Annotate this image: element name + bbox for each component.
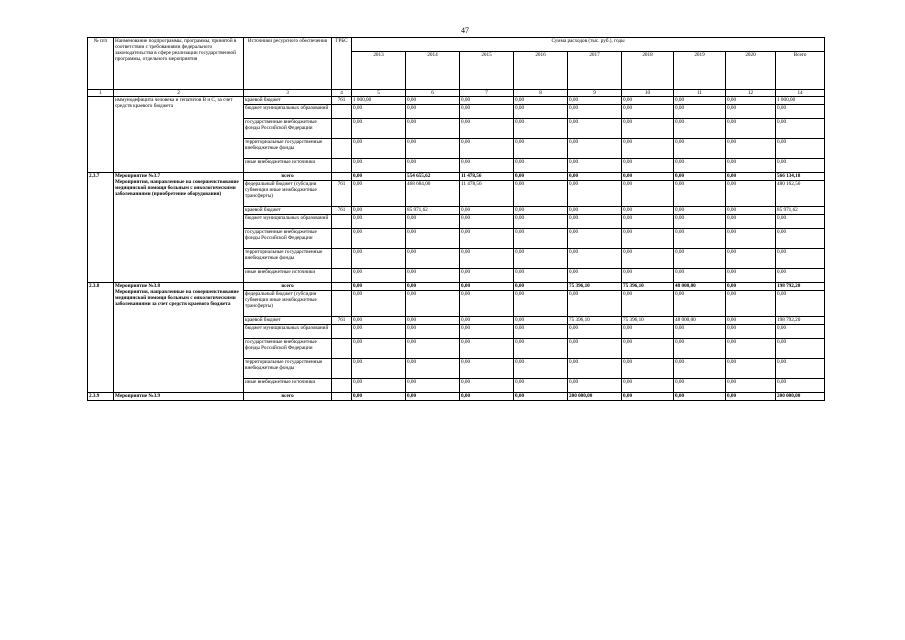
amount-cell: 0,00 xyxy=(514,393,568,401)
amount-cell: 0,00 xyxy=(406,359,460,379)
header-index-cell: 5 xyxy=(352,90,406,97)
amount-cell: 0,00 xyxy=(568,269,622,283)
amount-cell: 0,00 xyxy=(352,215,406,229)
amount-cell: 0,00 xyxy=(674,359,726,379)
budget-table xyxy=(87,37,825,401)
amount-cell: 0,00 xyxy=(622,379,674,393)
amount-cell: 0,00 xyxy=(674,173,726,181)
header-year: 2019 xyxy=(674,52,726,90)
amount-cell: 0,00 xyxy=(568,359,622,379)
amount-cell: 0,00 xyxy=(674,229,726,249)
source-cell: бюджет муниципальных образований xyxy=(244,325,332,339)
source-cell: бюджет муниципальных образований xyxy=(244,215,332,229)
source-cell: территориальные государственные внебюджетные фонды xyxy=(244,359,332,379)
amount-cell: 0,00 xyxy=(352,283,406,291)
amount-cell: 0,00 xyxy=(460,393,514,401)
amount-cell: 75 396,10 xyxy=(568,283,622,291)
header-sum: Сумма расходов (тыс. руб.), годы xyxy=(352,38,825,52)
grbs-cell xyxy=(332,283,352,291)
amount-cell: 0,00 xyxy=(776,339,825,359)
amount-cell: 0,00 xyxy=(406,119,460,139)
amount-cell: 0,00 xyxy=(352,173,406,181)
source-cell: всего xyxy=(244,283,332,291)
row-number: 2.3.9 xyxy=(88,393,114,401)
amount-cell: 0,00 xyxy=(726,105,776,119)
amount-cell: 0,00 xyxy=(514,207,568,215)
amount-cell: 0,00 xyxy=(514,325,568,339)
header-index-cell: 12 xyxy=(726,90,776,97)
source-cell: территориальные государственные внебюджетные фонды xyxy=(244,249,332,269)
amount-cell: 0,00 xyxy=(406,97,460,105)
source-cell: бюджет муниципальных образований xyxy=(244,105,332,119)
amount-cell: 198 792,20 xyxy=(776,317,825,325)
source-cell: государственные внебюджетные фонды Российской Федерации xyxy=(244,119,332,139)
amount-cell: 0,00 xyxy=(674,393,726,401)
amount-cell: 0,00 xyxy=(622,291,674,317)
header-index-cell: 1 xyxy=(88,90,114,97)
program-name: Мероприятие №3.8 Мероприятия, направленные на совершенствование медицинской помощи больным с онкологическими заболеваниями за счет средств краевого бюджета xyxy=(114,283,244,393)
header-year: 2020 xyxy=(726,52,776,90)
amount-cell: 0,00 xyxy=(776,291,825,317)
amount-cell: 0,00 xyxy=(460,215,514,229)
header-index-cell: 10 xyxy=(622,90,674,97)
amount-cell: 0,00 xyxy=(460,317,514,325)
amount-cell: 0,00 xyxy=(674,215,726,229)
amount-cell: 0,00 xyxy=(776,105,825,119)
amount-cell: 468 684,00 xyxy=(406,181,460,207)
amount-cell: 1 000,00 xyxy=(776,97,825,105)
amount-cell: 75 396,10 xyxy=(622,317,674,325)
amount-cell: 0,00 xyxy=(460,249,514,269)
amount-cell: 0,00 xyxy=(514,283,568,291)
source-cell: краевой бюджет xyxy=(244,317,332,325)
header-index-row xyxy=(88,90,825,97)
amount-cell: 0,00 xyxy=(726,379,776,393)
amount-cell: 0,00 xyxy=(568,139,622,159)
amount-cell: 0,00 xyxy=(352,119,406,139)
amount-cell: 0,00 xyxy=(352,339,406,359)
header-index-cell: 4 xyxy=(332,90,352,97)
amount-cell: 0,00 xyxy=(726,317,776,325)
grbs-cell xyxy=(332,139,352,159)
amount-cell: 0,00 xyxy=(514,105,568,119)
amount-cell: 0,00 xyxy=(776,139,825,159)
amount-cell: 0,00 xyxy=(568,181,622,207)
grbs-cell xyxy=(332,359,352,379)
header-year: 2016 xyxy=(514,52,568,90)
amount-cell: 0,00 xyxy=(460,159,514,173)
amount-cell: 0,00 xyxy=(460,339,514,359)
amount-cell: 0,00 xyxy=(352,291,406,317)
amount-cell: 0,00 xyxy=(568,325,622,339)
header-index-cell: 3 xyxy=(244,90,332,97)
amount-cell: 0,00 xyxy=(776,159,825,173)
amount-cell: 0,00 xyxy=(568,215,622,229)
amount-cell: 0,00 xyxy=(674,119,726,139)
amount-cell: 0,00 xyxy=(622,105,674,119)
amount-cell: 480 162,56 xyxy=(776,181,825,207)
program-name: Мероприятие №3.9 xyxy=(114,393,244,401)
header-year: 2013 xyxy=(352,52,406,90)
amount-cell: 0,00 xyxy=(406,393,460,401)
amount-cell: 0,00 xyxy=(622,119,674,139)
amount-cell: 0,00 xyxy=(460,379,514,393)
amount-cell: 0,00 xyxy=(726,269,776,283)
amount-cell: 0,00 xyxy=(514,269,568,283)
amount-cell: 0,00 xyxy=(406,249,460,269)
amount-cell: 0,00 xyxy=(622,339,674,359)
amount-cell: 0,00 xyxy=(776,269,825,283)
amount-cell: 0,00 xyxy=(726,159,776,173)
amount-cell: 0,00 xyxy=(776,119,825,139)
amount-cell: 0,00 xyxy=(568,291,622,317)
amount-cell: 0,00 xyxy=(406,317,460,325)
amount-cell: 0,00 xyxy=(726,181,776,207)
header-year: 2018 xyxy=(622,52,674,90)
amount-cell: 0,00 xyxy=(514,181,568,207)
amount-cell: 0,00 xyxy=(460,207,514,215)
amount-cell: 0,00 xyxy=(726,97,776,105)
amount-cell: 0,00 xyxy=(776,249,825,269)
program-name: Мероприятие №3.7 Мероприятия, направленные на совершенствование медицинской помощи больным с онкологическими заболеваниями (приобретение оборудования) xyxy=(114,173,244,283)
amount-cell: 0,00 xyxy=(460,105,514,119)
amount-cell: 0,00 xyxy=(776,215,825,229)
header-num: № п/п xyxy=(88,38,114,90)
amount-cell: 0,00 xyxy=(674,159,726,173)
amount-cell: 0,00 xyxy=(568,97,622,105)
amount-cell: 0,00 xyxy=(352,393,406,401)
amount-cell: 0,00 xyxy=(406,325,460,339)
amount-cell: 0,00 xyxy=(726,339,776,359)
grbs-cell xyxy=(332,229,352,249)
amount-cell: 0,00 xyxy=(568,207,622,215)
amount-cell: 0,00 xyxy=(726,173,776,181)
grbs-cell xyxy=(332,215,352,229)
amount-cell: 0,00 xyxy=(352,379,406,393)
amount-cell: 0,00 xyxy=(460,139,514,159)
grbs-cell xyxy=(332,269,352,283)
header-year: 2017 xyxy=(568,52,622,90)
amount-cell: 0,00 xyxy=(674,97,726,105)
source-cell: иные внебюджетные источники xyxy=(244,269,332,283)
amount-cell: 0,00 xyxy=(568,173,622,181)
header-index-cell: 9 xyxy=(568,90,622,97)
amount-cell: 200 000,00 xyxy=(776,393,825,401)
amount-cell: 0,00 xyxy=(514,379,568,393)
amount-cell: 0,00 xyxy=(726,393,776,401)
amount-cell: 0,00 xyxy=(568,119,622,139)
amount-cell: 0,00 xyxy=(514,139,568,159)
amount-cell: 0,00 xyxy=(406,269,460,283)
header-source: Источники ресурсного обеспечения xyxy=(244,38,332,90)
amount-cell: 0,00 xyxy=(622,173,674,181)
amount-cell: 0,00 xyxy=(622,97,674,105)
amount-cell: 0,00 xyxy=(674,181,726,207)
amount-cell: 0,00 xyxy=(726,215,776,229)
amount-cell: 0,00 xyxy=(406,229,460,249)
source-cell: краевой бюджет xyxy=(244,97,332,105)
amount-cell: 0,00 xyxy=(674,269,726,283)
amount-cell: 200 000,00 xyxy=(568,393,622,401)
header-year: 2015 xyxy=(460,52,514,90)
grbs-cell: 761 xyxy=(332,181,352,207)
amount-cell: 0,00 xyxy=(568,105,622,119)
source-cell: иные внебюджетные источники xyxy=(244,379,332,393)
amount-cell: 0,00 xyxy=(674,139,726,159)
amount-cell: 0,00 xyxy=(352,229,406,249)
amount-cell: 0,00 xyxy=(406,215,460,229)
header-index-cell: 2 xyxy=(114,90,244,97)
header-year: 2014 xyxy=(406,52,460,90)
grbs-cell: 761 xyxy=(332,97,352,105)
grbs-cell: 761 xyxy=(332,317,352,325)
amount-cell: 0,00 xyxy=(460,359,514,379)
amount-cell: 0,00 xyxy=(406,283,460,291)
amount-cell: 0,00 xyxy=(406,339,460,359)
amount-cell: 0,00 xyxy=(460,97,514,105)
amount-cell: 0,00 xyxy=(514,339,568,359)
amount-cell: 0,00 xyxy=(622,229,674,249)
header-index-cell: 7 xyxy=(460,90,514,97)
amount-cell: 0,00 xyxy=(622,207,674,215)
amount-cell: 0,00 xyxy=(726,229,776,249)
grbs-cell xyxy=(332,119,352,139)
amount-cell: 0,00 xyxy=(406,159,460,173)
grbs-cell xyxy=(332,105,352,119)
program-name: иммунодефицита человека и гепатитов В и С, за счет средств краевого бюджета xyxy=(114,97,244,173)
amount-cell: 0,00 xyxy=(352,207,406,215)
amount-cell: 0,00 xyxy=(568,339,622,359)
amount-cell: 0,00 xyxy=(514,229,568,249)
amount-cell: 0,00 xyxy=(726,359,776,379)
grbs-cell xyxy=(332,291,352,317)
amount-cell: 0,00 xyxy=(726,283,776,291)
amount-cell: 0,00 xyxy=(568,379,622,393)
amount-cell: 0,00 xyxy=(674,207,726,215)
amount-cell: 0,00 xyxy=(776,229,825,249)
table-row xyxy=(88,97,825,105)
amount-cell: 48 000,00 xyxy=(674,283,726,291)
amount-cell: 11 478,56 xyxy=(460,181,514,207)
amount-cell: 0,00 xyxy=(460,325,514,339)
grbs-cell xyxy=(332,339,352,359)
amount-cell: 0,00 xyxy=(726,207,776,215)
amount-cell: 0,00 xyxy=(622,215,674,229)
amount-cell: 1 000,00 xyxy=(352,97,406,105)
amount-cell: 0,00 xyxy=(726,139,776,159)
row-number xyxy=(88,97,114,173)
amount-cell: 0,00 xyxy=(568,229,622,249)
amount-cell: 0,00 xyxy=(622,159,674,173)
source-cell: государственные внебюджетные фонды Российской Федерации xyxy=(244,229,332,249)
amount-cell: 0,00 xyxy=(406,291,460,317)
amount-cell: 0,00 xyxy=(726,325,776,339)
total-row xyxy=(88,173,825,181)
amount-cell: 0,00 xyxy=(352,181,406,207)
source-cell: иные внебюджетные источники xyxy=(244,159,332,173)
amount-cell: 554 655,62 xyxy=(406,173,460,181)
grbs-cell: 761 xyxy=(332,207,352,215)
amount-cell: 0,00 xyxy=(622,269,674,283)
amount-cell: 0,00 xyxy=(514,159,568,173)
amount-cell: 0,00 xyxy=(352,317,406,325)
amount-cell: 48 000,00 xyxy=(674,317,726,325)
amount-cell: 85 971,62 xyxy=(776,207,825,215)
header-row xyxy=(88,38,825,52)
amount-cell: 0,00 xyxy=(622,181,674,207)
amount-cell: 0,00 xyxy=(726,249,776,269)
source-cell: всего xyxy=(244,173,332,181)
grbs-cell xyxy=(332,325,352,339)
grbs-cell xyxy=(332,159,352,173)
amount-cell: 0,00 xyxy=(406,139,460,159)
amount-cell: 0,00 xyxy=(352,269,406,283)
total-row xyxy=(88,393,825,401)
amount-cell: 0,00 xyxy=(352,105,406,119)
amount-cell: 0,00 xyxy=(460,291,514,317)
header-index-cell: 14 xyxy=(776,90,825,97)
amount-cell: 0,00 xyxy=(622,139,674,159)
source-cell: территориальные государственные внебюджетные фонды xyxy=(244,139,332,159)
source-cell: государственные внебюджетные фонды Российской Федерации xyxy=(244,339,332,359)
amount-cell: 0,00 xyxy=(514,317,568,325)
header-grbs: ГРБС xyxy=(332,38,352,90)
amount-cell: 0,00 xyxy=(514,359,568,379)
amount-cell: 0,00 xyxy=(460,119,514,139)
source-cell: краевой бюджет xyxy=(244,207,332,215)
amount-cell: 11 478,56 xyxy=(460,173,514,181)
amount-cell: 0,00 xyxy=(776,379,825,393)
amount-cell: 0,00 xyxy=(352,359,406,379)
amount-cell: 0,00 xyxy=(674,379,726,393)
amount-cell: 0,00 xyxy=(406,105,460,119)
amount-cell: 0,00 xyxy=(352,159,406,173)
header-year: Всего xyxy=(776,52,825,90)
amount-cell: 0,00 xyxy=(514,215,568,229)
amount-cell: 0,00 xyxy=(622,249,674,269)
amount-cell: 0,00 xyxy=(726,291,776,317)
amount-cell: 0,00 xyxy=(674,325,726,339)
amount-cell: 0,00 xyxy=(460,229,514,249)
header-index-cell: 6 xyxy=(406,90,460,97)
amount-cell: 0,00 xyxy=(406,379,460,393)
amount-cell: 0,00 xyxy=(776,325,825,339)
amount-cell: 566 134,18 xyxy=(776,173,825,181)
amount-cell: 0,00 xyxy=(568,249,622,269)
amount-cell: 0,00 xyxy=(460,283,514,291)
header-index-cell: 8 xyxy=(514,90,568,97)
row-number: 2.3.7 xyxy=(88,173,114,283)
amount-cell: 85 971,62 xyxy=(406,207,460,215)
grbs-cell xyxy=(332,173,352,181)
amount-cell: 0,00 xyxy=(514,291,568,317)
total-row xyxy=(88,283,825,291)
header-name: Наименование подпрограммы, программы, принятой в соответствии с требованиями федерального законодательства в сфере реализации государственной программы, отдельного мероприятия xyxy=(114,38,244,90)
source-cell: федеральный бюджет (субсидии субвенции иные межбюджетные трансферты) xyxy=(244,181,332,207)
amount-cell: 0,00 xyxy=(674,291,726,317)
amount-cell: 0,00 xyxy=(460,269,514,283)
amount-cell: 0,00 xyxy=(726,119,776,139)
amount-cell: 0,00 xyxy=(514,173,568,181)
amount-cell: 0,00 xyxy=(622,359,674,379)
row-number: 2.3.8 xyxy=(88,283,114,393)
header-index-cell: 11 xyxy=(674,90,726,97)
amount-cell: 0,00 xyxy=(514,249,568,269)
source-cell: всего xyxy=(244,393,332,401)
amount-cell: 198 792,20 xyxy=(776,283,825,291)
amount-cell: 0,00 xyxy=(622,393,674,401)
amount-cell: 0,00 xyxy=(514,119,568,139)
grbs-cell xyxy=(332,379,352,393)
amount-cell: 0,00 xyxy=(568,159,622,173)
amount-cell: 0,00 xyxy=(514,97,568,105)
page-number: 47 xyxy=(461,26,469,35)
grbs-cell xyxy=(332,249,352,269)
amount-cell: 0,00 xyxy=(674,249,726,269)
amount-cell: 75 396,10 xyxy=(568,317,622,325)
amount-cell: 0,00 xyxy=(674,105,726,119)
amount-cell: 0,00 xyxy=(352,325,406,339)
amount-cell: 0,00 xyxy=(352,139,406,159)
amount-cell: 0,00 xyxy=(674,339,726,359)
amount-cell: 0,00 xyxy=(622,325,674,339)
grbs-cell xyxy=(332,393,352,401)
amount-cell: 0,00 xyxy=(352,249,406,269)
source-cell: федеральный бюджет (субсидии субвенции иные межбюджетные трансферты) xyxy=(244,291,332,317)
amount-cell: 0,00 xyxy=(776,359,825,379)
amount-cell: 75 396,10 xyxy=(622,283,674,291)
